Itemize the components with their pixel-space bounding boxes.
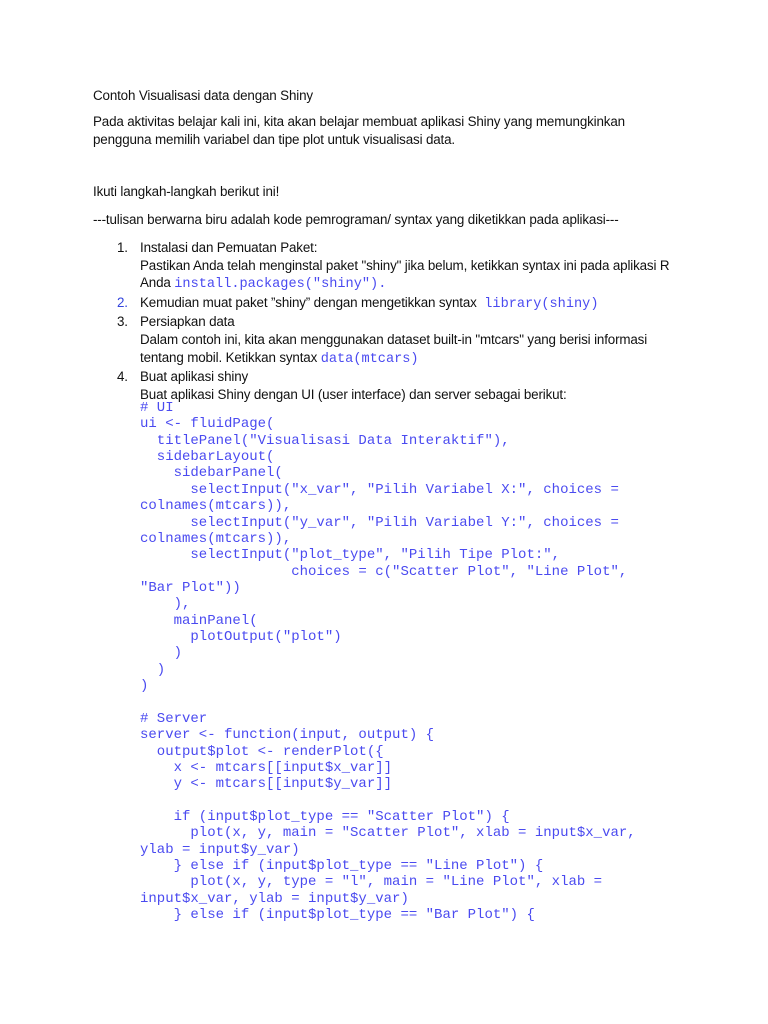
code-line: x <- mtcars[[input$x_var]] bbox=[140, 759, 393, 776]
code-line: colnames(mtcars)), bbox=[140, 498, 292, 515]
step-text: Kemudian muat paket ”shiny” dengan mengetikkan syntax bbox=[140, 294, 481, 310]
step-heading: Buat aplikasi shiny bbox=[140, 369, 249, 385]
step-text: Pastikan Anda telah menginstal paket "shiny" jika belum, ketikkan syntax ini pada aplikasi R bbox=[140, 257, 670, 273]
document-title: Contoh Visualisasi data dengan Shiny bbox=[93, 88, 313, 103]
code-line: # Server bbox=[140, 710, 208, 727]
code-line: "Bar Plot")) bbox=[140, 579, 241, 596]
intro-line: Pada aktivitas belajar kali ini, kita akan belajar membuat aplikasi Shiny yang memungkinkan bbox=[93, 114, 625, 129]
step-text: Buat aplikasi Shiny dengan UI (user interface) dan server sebagai berikut: bbox=[140, 386, 567, 402]
code-line: ) bbox=[140, 645, 183, 662]
code-line: ylab = input$y_var) bbox=[140, 841, 300, 858]
code-line: choices = c("Scatter Plot", "Line Plot", bbox=[140, 563, 628, 580]
note-text: ---tulisan berwarna biru adalah kode pemrograman/ syntax yang diketikkan pada aplikasi--- bbox=[93, 212, 619, 227]
code-line: selectInput("plot_type", "Pilih Tipe Plot:", bbox=[140, 547, 561, 564]
code-snippet: data(mtcars) bbox=[320, 351, 419, 367]
step-3 bbox=[93, 313, 713, 368]
step-heading: Instalasi dan Pemuatan Paket: bbox=[140, 240, 318, 255]
instruction-text: Ikuti langkah-langkah berikut ini! bbox=[93, 184, 280, 199]
code-line: } else if (input$plot_type == "Line Plot") { bbox=[140, 858, 544, 875]
intro-line: pengguna memilih variabel dan tipe plot untuk visualisasi data. bbox=[93, 131, 455, 147]
code-line: mainPanel( bbox=[140, 612, 258, 629]
code-line: output$plot <- renderPlot({ bbox=[140, 743, 384, 760]
step-text: Dalam contoh ini, kita akan menggunakan dataset built-in "mtcars" yang berisi informasi bbox=[140, 331, 648, 347]
step-number: 2. bbox=[117, 294, 128, 310]
code-line: y <- mtcars[[input$y_var]] bbox=[140, 776, 393, 793]
code-snippet: install.packages("shiny"). bbox=[174, 277, 387, 293]
step-heading: Persiapkan data bbox=[140, 314, 235, 330]
code-line bbox=[140, 793, 636, 809]
code-line: titlePanel("Visualisasi Data Interaktif"), bbox=[140, 432, 510, 449]
code-line: ) bbox=[140, 678, 149, 695]
code-line: sidebarPanel( bbox=[140, 465, 283, 482]
code-line: plot(x, y, type = "l", main = "Line Plot", xlab = bbox=[140, 874, 603, 891]
code-line: selectInput("y_var", "Pilih Variabel Y:", choices = bbox=[140, 514, 619, 531]
code-line: sidebarLayout( bbox=[140, 449, 275, 466]
code-line: colnames(mtcars)), bbox=[140, 530, 292, 547]
step-number: 1. bbox=[117, 240, 128, 255]
code-line: # UI bbox=[140, 400, 174, 416]
step-1 bbox=[93, 239, 713, 294]
code-line: server <- function(input, output) { bbox=[140, 727, 435, 744]
code-line: ui <- fluidPage( bbox=[140, 416, 275, 433]
step-text: tentang mobil. Ketikkan syntax bbox=[140, 349, 321, 365]
code-block bbox=[140, 400, 636, 924]
code-line: ), bbox=[140, 596, 191, 613]
step-text: Anda bbox=[140, 275, 175, 291]
step-number: 4. bbox=[117, 369, 128, 385]
code-line: input$x_var, ylab = input$y_var) bbox=[140, 890, 409, 907]
code-line: plotOutput("plot") bbox=[140, 629, 342, 646]
step-4 bbox=[93, 368, 713, 403]
steps-list bbox=[93, 239, 713, 403]
code-line: plot(x, y, main = "Scatter Plot", xlab = input$x_var, bbox=[140, 825, 636, 842]
step-2 bbox=[93, 294, 713, 314]
code-snippet: library(shiny) bbox=[484, 296, 599, 312]
intro-paragraph bbox=[93, 113, 625, 148]
code-line: selectInput("x_var", "Pilih Variabel X:", choices = bbox=[140, 481, 619, 498]
code-line: } else if (input$plot_type == "Bar Plot") { bbox=[140, 907, 535, 924]
code-line: if (input$plot_type == "Scatter Plot") { bbox=[140, 808, 510, 825]
code-line bbox=[140, 694, 636, 710]
step-number: 3. bbox=[117, 314, 128, 330]
code-line: ) bbox=[140, 661, 166, 678]
